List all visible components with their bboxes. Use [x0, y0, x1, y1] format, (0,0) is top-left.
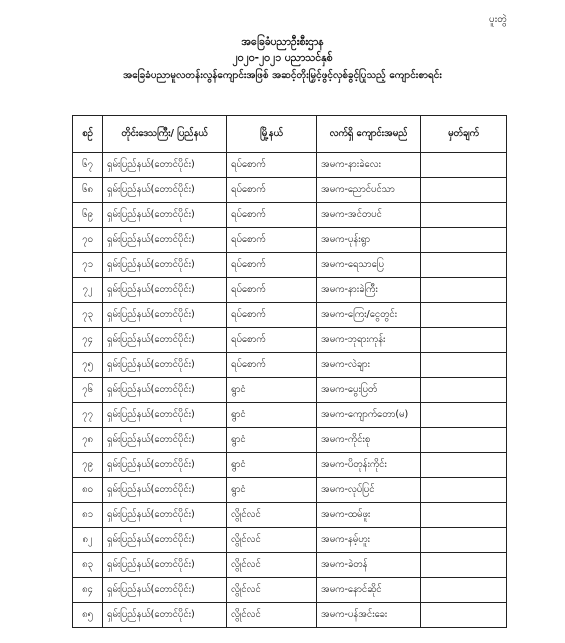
column-header-region: တိုင်းဒေသကြီး/ ပြည်နယ် [103, 116, 227, 153]
region-cell: ရှမ်းပြည်နယ်(တောင်ပိုင်း) [103, 203, 227, 228]
school-name-cell: အမက-ခဲတန် [317, 553, 421, 578]
remark-cell [421, 228, 507, 253]
school-name-cell: အမက-ပွေးပြတ် [317, 378, 421, 403]
row-number: ၈၄ [73, 578, 103, 603]
remark-cell [421, 578, 507, 603]
remark-cell [421, 528, 507, 553]
remark-cell [421, 353, 507, 378]
township-cell: ရပ်စောက် [227, 303, 317, 328]
attachment-label: ပူးတွဲ [489, 14, 507, 25]
township-cell: ရပ်စောက် [227, 353, 317, 378]
row-number: ၇၄ [73, 328, 103, 353]
school-name-cell: အမက-ရေသာပြေ [317, 253, 421, 278]
row-number: ၈၂ [73, 528, 103, 553]
row-number: ၆၉ [73, 203, 103, 228]
academic-year: ၂၀၂၀-၂၀၂၁ ပညာသင်နှစ် [232, 52, 333, 64]
column-header-township: မြို့နယ် [227, 116, 317, 153]
remark-cell [421, 253, 507, 278]
township-cell: ရပ်စောက် [227, 203, 317, 228]
table-row [73, 428, 507, 453]
row-number: ၈၅ [73, 603, 103, 628]
school-name-cell: အမက-အင်တပင် [317, 203, 421, 228]
school-name-cell: အမက-ကြေး/ငွေတွင်း [317, 303, 421, 328]
school-name-cell: အမက-ဘုရားကုန်း [317, 328, 421, 353]
region-cell: ရှမ်းပြည်နယ်(တောင်ပိုင်း) [103, 403, 227, 428]
department-title: အခြေခံပညာဦးစီးဌာန [241, 36, 324, 48]
remark-cell [421, 503, 507, 528]
table-row [73, 503, 507, 528]
table-header-row [73, 116, 507, 153]
table-row [73, 253, 507, 278]
school-name-cell: အမက-ကိုင်းစု [317, 428, 421, 453]
table-row [73, 553, 507, 578]
table-row [73, 378, 507, 403]
region-cell: ရှမ်းပြည်နယ်(တောင်ပိုင်း) [103, 153, 227, 178]
region-cell: ရှမ်းပြည်နယ်(တောင်ပိုင်း) [103, 328, 227, 353]
school-name-cell: အမက-နမ့်ဟူး [317, 528, 421, 553]
township-cell: လွိုင်လင် [227, 603, 317, 628]
row-number: ၇၀ [73, 228, 103, 253]
row-number: ၆၇ [73, 153, 103, 178]
region-cell: ရှမ်းပြည်နယ်(တောင်ပိုင်း) [103, 503, 227, 528]
township-cell: လွိုင်လင် [227, 553, 317, 578]
region-cell: ရှမ်းပြည်နယ်(တောင်ပိုင်း) [103, 378, 227, 403]
remark-cell [421, 178, 507, 203]
region-cell: ရှမ်းပြည်နယ်(တောင်ပိုင်း) [103, 578, 227, 603]
school-name-cell: အမက-ပုန်းရွာ [317, 228, 421, 253]
region-cell: ရှမ်းပြည်နယ်(တောင်ပိုင်း) [103, 453, 227, 478]
table-row [73, 303, 507, 328]
row-number: ၇၁ [73, 253, 103, 278]
row-number: ၇၇ [73, 403, 103, 428]
region-cell: ရှမ်းပြည်နယ်(တောင်ပိုင်း) [103, 553, 227, 578]
school-name-cell: အမက-ပန်အင်းခေး [317, 603, 421, 628]
remark-cell [421, 553, 507, 578]
region-cell: ရှမ်းပြည်နယ်(တောင်ပိုင်း) [103, 528, 227, 553]
remark-cell [421, 403, 507, 428]
remark-cell [421, 603, 507, 628]
row-number: ၇၂ [73, 278, 103, 303]
township-cell: လွိုင်လင် [227, 528, 317, 553]
remark-cell [421, 378, 507, 403]
region-cell: ရှမ်းပြည်နယ်(တောင်ပိုင်း) [103, 228, 227, 253]
remark-cell [421, 328, 507, 353]
remark-cell [421, 278, 507, 303]
township-cell: ရွာငံ [227, 378, 317, 403]
remark-cell [421, 153, 507, 178]
region-cell: ရှမ်းပြည်နယ်(တောင်ပိုင်း) [103, 178, 227, 203]
remark-cell [421, 453, 507, 478]
table-row [73, 478, 507, 503]
township-cell: ရပ်စောက် [227, 178, 317, 203]
table-row [73, 453, 507, 478]
table-row [73, 178, 507, 203]
township-cell: ရွာငံ [227, 403, 317, 428]
table-body [73, 153, 507, 628]
remark-cell [421, 428, 507, 453]
region-cell: ရှမ်းပြည်နယ်(တောင်ပိုင်း) [103, 603, 227, 628]
township-cell: ရပ်စောက် [227, 328, 317, 353]
school-name-cell: အမက-ထမ်ဖူး [317, 503, 421, 528]
region-cell: ရှမ်းပြည်နယ်(တောင်ပိုင်း) [103, 278, 227, 303]
school-name-cell: အမက-နောင်ဆိုင် [317, 578, 421, 603]
remark-cell [421, 203, 507, 228]
school-name-cell: အမက-လုပ်ပြင် [317, 478, 421, 503]
region-cell: ရှမ်းပြည်နယ်(တောင်ပိုင်း) [103, 428, 227, 453]
table-row [73, 403, 507, 428]
table-row [73, 153, 507, 178]
township-cell: လွိုင်လင် [227, 578, 317, 603]
table-row [73, 328, 507, 353]
row-number: ၇၉ [73, 453, 103, 478]
township-cell: ရွာငံ [227, 428, 317, 453]
region-cell: ရှမ်းပြည်နယ်(တောင်ပိုင်း) [103, 478, 227, 503]
column-header-school: လက်ရှိ ကျောင်းအမည် [317, 116, 421, 153]
row-number: ၇၈ [73, 428, 103, 453]
list-title: အခြေခံပညာမူလတန်းလွန်ကျောင်းအဖြစ် အဆင့်တိုးမြှင့်ဖွင့်လှစ်ခွင့်ပြုသည့် ကျောင်းစာရင်း [123, 70, 442, 81]
remark-cell [421, 478, 507, 503]
row-number: ၈၁ [73, 503, 103, 528]
table-row [73, 278, 507, 303]
school-list-table [72, 115, 507, 628]
township-cell: ရပ်စောက် [227, 228, 317, 253]
column-header-remark: မှတ်ချက် [421, 116, 507, 153]
row-number: ၇၆ [73, 378, 103, 403]
school-name-cell: အမက-ကျောက်တော(မ) [317, 403, 421, 428]
township-cell: လွိုင်လင် [227, 503, 317, 528]
region-cell: ရှမ်းပြည်နယ်(တောင်ပိုင်း) [103, 253, 227, 278]
remark-cell [421, 303, 507, 328]
row-number: ၇၅ [73, 353, 103, 378]
table-row [73, 528, 507, 553]
table-row [73, 578, 507, 603]
table-row [73, 353, 507, 378]
township-cell: ရပ်စောက် [227, 253, 317, 278]
school-name-cell: အမက-နားခဲလေး [317, 153, 421, 178]
township-cell: ရပ်စောက် [227, 153, 317, 178]
row-number: ၈၀ [73, 478, 103, 503]
school-name-cell: အမက-လဲချား [317, 353, 421, 378]
region-cell: ရှမ်းပြည်နယ်(တောင်ပိုင်း) [103, 303, 227, 328]
school-name-cell: အမက-ညောင်ပင်သာ [317, 178, 421, 203]
table-row [73, 203, 507, 228]
region-cell: ရှမ်းပြည်နယ်(တောင်ပိုင်း) [103, 353, 227, 378]
row-number: ၇၃ [73, 303, 103, 328]
township-cell: ရပ်စောက် [227, 278, 317, 303]
school-name-cell: အမက-နားခဲကြီး [317, 278, 421, 303]
township-cell: ရွာငံ [227, 478, 317, 503]
table-row [73, 228, 507, 253]
township-cell: ရွာငံ [227, 453, 317, 478]
row-number: ၈၃ [73, 553, 103, 578]
row-number: ၆၈ [73, 178, 103, 203]
column-header-no: စဉ် [73, 116, 103, 153]
school-name-cell: အမက-ပိတုန်းကိုင်း [317, 453, 421, 478]
table-row [73, 603, 507, 628]
